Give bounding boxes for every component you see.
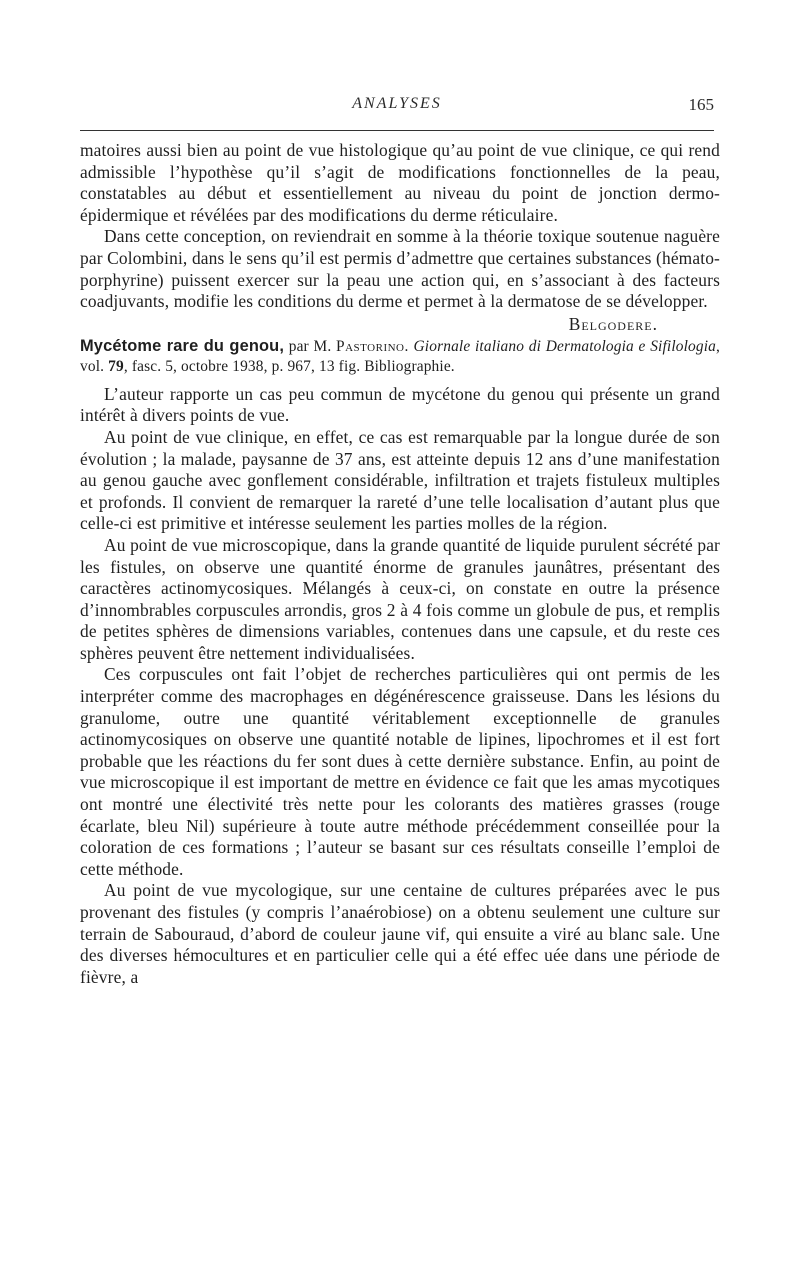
paragraph: Au point de vue clinique, en effet, ce cas est remarquable par la longue durée de son évolution ; la malade, paysanne de 37 ans, est atteinte depuis 12 ans d’une manifestation au genou gauche avec gonflement considérable, infiltration et trajets fistuleux multiples et profonds. Il convient de remarquer la rareté d’une telle localisation d’autant plus que celle-ci est primitive et intéresse seulement les parties molles de la région. [80,426,720,534]
running-head [80,95,714,121]
review-details: , fasc. 5, octobre 1938, p. 967, 13 fig. Bibliographie. [123,357,455,375]
review-heading [80,336,720,377]
review-title: Mycétome rare du genou, [80,336,285,355]
review-author: Pastorino. [336,337,409,355]
header-rule [80,130,714,131]
paragraph: Dans cette conception, on reviendrait en somme à la théorie toxique soutenue naguère par Colombini, dans le sens qu’il est permis d’admettre que certaines substances (hémato-porphyrine) puissent exercer sur la peau une action qui, en s’associant à des facteurs coadjuvants, modifie les conditions du derme et permet à la dermatose de se développer. [80,226,720,312]
paragraph-continued: matoires aussi bien au point de vue histologique qu’au point de vue clinique, ce qui rend admissible l’hypothèse qu’il s’agit de modifications fonctionnelles de la peau, constatables au début et essentiellement au niveau du point de jonction dermo-épidermique et révélées par des modifications du derme réticulaire. [80,140,720,225]
review-vol-prefix: , vol. [80,337,720,375]
review-journal: Giornale italiano di Dermatologia e Sifilologia [413,337,716,355]
paragraph: Au point de vue mycologique, sur une centaine de cultures préparées avec le pus provenant des fistules (y compris l’anaérobiose) on a obtenu seulement une culture sur terrain de Sabouraud, d’abord de couleur jaune vif, qui ensuite a viré au blanc sale. Une des diverses hémocultures et en particulier celle qui a été effec uée dans une période de fièvre, a [80,880,720,987]
page-number: 165 [688,95,714,114]
paragraph: Ces corpuscules ont fait l’objet de recherches particulières qui ont permis de les interpréter comme des macrophages en dégénérescence graisseuse. Dans les lésions du granulome, outre une quantité véritablement exceptionnelle de granules actinomycosiques on observe une quantité notable de lipines, lipochromes et il est fort probable que les réactions du fer sont dues à cette dernière substance. Enfin, au point de vue microscopique il est important de mettre en évidence ce fait que les amas mycotiques ont montré une électivité très nette pour les colorants des matières grasses (rouge écarlate, bleu Nil) supérieure à toute autre méthode précédemment conseillée pour la coloration de ces formations ; l’auteur se basant sur ces résultats conseille l’emploi de cette méthode. [80,664,720,879]
review-by: par M. [284,337,337,355]
reviewer-signature: Belgodere. [568,313,658,334]
spacer [80,377,720,384]
body-text [80,140,720,988]
paragraph: L’auteur rapporte un cas peu commun de mycétone du genou qui présente un grand intérêt à divers points de vue. [80,383,720,426]
paragraph: Au point de vue microscopique, dans la grande quantité de liquide purulent sécrété par les fistules, on observe une quantité énorme de granules jaunâtres, présentant des caractères actinomycosiques. Mélangés à ceux-ci, on constate en outre la présence d’innombrables corpuscules arrondis, gros 2 à 4 fois comme un globule de pus, et remplis de petites sphères de dimensions variables, contenues dans une capsule, et du reste ces sphères peuvent être nettement individualisées. [80,534,720,663]
running-title: ANALYSES [352,95,442,112]
review-volume: 79 [108,357,124,375]
